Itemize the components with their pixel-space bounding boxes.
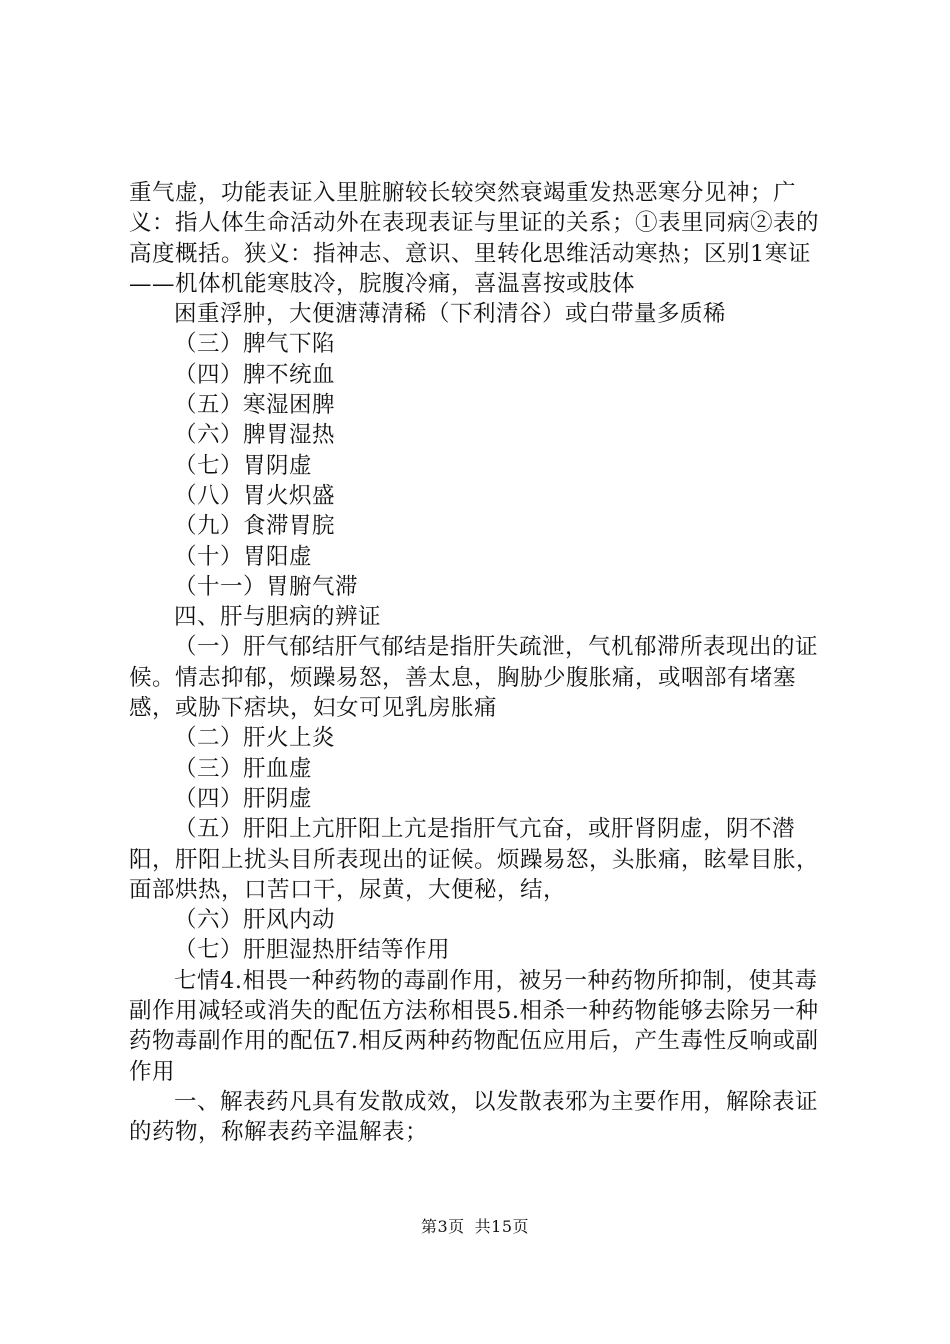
section-heading: 四、肝与胆病的辨证	[174, 604, 382, 631]
list-item: （十）胃阳虚	[174, 543, 313, 570]
page-number: 第3页	[420, 1217, 465, 1236]
document-body	[129, 178, 834, 1148]
list-item: （九）食滞胃脘	[174, 513, 336, 540]
list-item: （三）肝血虚	[174, 755, 313, 782]
list-item: （十一）胃腑气滞	[174, 573, 359, 600]
paragraph: 一、解表药凡具有发散成效，以发散表邪为主要作用，解除表证的药物，称解表药辛温解表；	[129, 1088, 819, 1146]
paragraph: 重气虚，功能表证入里脏腑较长较突然衰竭重发热恶寒分见神；广义：指人体生命活动外在表现表证与里证的关系；①表里同病②表的高度概括。狭义：指神志、意识、里转化思维活动寒热；区别1寒证——机体机能寒肢冷，脘腹冷痛，喜温喜按或肢体	[129, 180, 820, 297]
list-item: （六）脾胃湿热	[174, 422, 336, 449]
list-item: （六）肝风内动	[174, 907, 336, 934]
list-item: （七）肝胆湿热肝结等作用	[174, 937, 451, 964]
paragraph: （一）肝气郁结肝气郁结是指肝失疏泄，气机郁滞所表现出的证候。情志抑郁，烦躁易怒，善太息，胸胁少腹胀痛，或咽部有堵塞感，或胁下痞块，妇女可见乳房胀痛	[129, 634, 819, 722]
page-footer	[0, 1214, 950, 1237]
list-item: （二）肝火上炎	[174, 725, 336, 752]
list-item: （五）寒湿困脾	[174, 392, 336, 419]
paragraph: 七情4.相畏一种药物的毒副作用，被另一种药物所抑制，使其毒副作用减轻或消失的配伍方法称相畏5.相杀一种药物能够去除另一种药物毒副作用的配伍7.相反两种药物配伍应用后，产生毒性反响或副作用	[129, 967, 819, 1085]
list-item: （七）胃阴虚	[174, 452, 313, 479]
paragraph: （五）肝阳上亢肝阳上亢是指肝气亢奋，或肝肾阴虚，阴不潜阳，肝阳上扰头目所表现出的证候。烦躁易怒，头胀痛，眩晕目胀，面部烘热，口苦口干，尿黄，大便秘，结，	[129, 816, 820, 903]
list-item: （四）脾不统血	[174, 361, 336, 388]
list-item: （八）胃火炽盛	[174, 482, 336, 509]
list-item: （四）肝阴虚	[174, 785, 313, 812]
page-total: 共15页	[474, 1217, 530, 1236]
paragraph: 困重浮肿，大便溏薄清稀（下利清谷）或白带量多质稀	[174, 301, 727, 328]
list-item: （三）脾气下陷	[174, 331, 336, 358]
